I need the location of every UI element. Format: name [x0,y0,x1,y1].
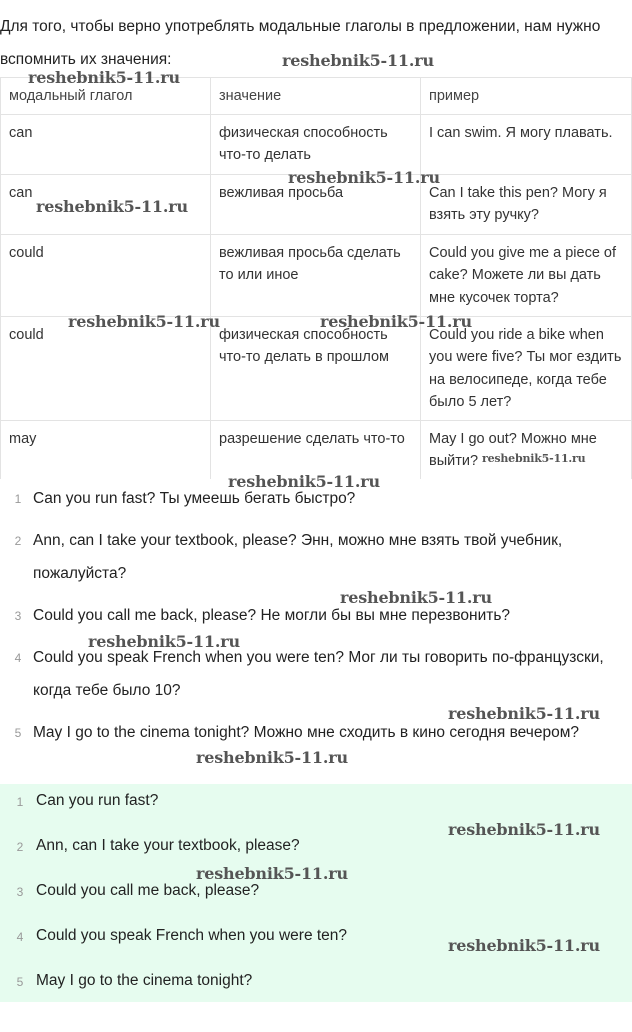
modal-verbs-table [0,77,632,479]
list-item [0,524,632,590]
list-item [0,716,632,758]
watermark: reshebnik5-11.ru [340,588,492,607]
watermark: reshebnik5-11.ru [282,51,434,70]
cell-meaning: вежливая просьба [211,174,421,234]
watermark: reshebnik5-11.ru [482,452,586,465]
item-number: 2 [14,534,22,548]
list-item [0,786,632,831]
cell-verb: can [1,114,211,174]
answers-with-translation [0,482,632,758]
list-item [0,641,632,707]
intro-text: Для того, чтобы верно употреблять модальные глаголы в предложении, нам нужно вспомнить их значения: [0,18,601,68]
cell-meaning: физическая способность что-то делать в прошлом [211,316,421,420]
watermark: reshebnik5-11.ru [288,168,440,187]
watermark: reshebnik5-11.ru [196,748,348,767]
item-text: May I go to the cinema tonight? Можно мне сходить в кино сегодня вечером? [33,724,580,741]
watermark: reshebnik5-11.ru [68,312,220,331]
item-number: 1 [14,492,22,506]
watermark: reshebnik5-11.ru [36,197,188,216]
table-header-row [1,78,632,115]
item-text: May I go to the cinema tonight? [36,972,253,989]
watermark: reshebnik5-11.ru [448,704,600,723]
cell-verb: can [1,174,211,234]
cell-verb: could [1,234,211,316]
table-row [1,174,632,234]
cell-example: Could you ride a bike when you were five? Ты мог ездить на велосипеде, когда тебе было 5 лет? [421,316,632,420]
table-row [1,234,632,316]
table-row [1,420,632,479]
cell-meaning: вежливая просьба сделать то или иное [211,234,421,316]
cell-meaning: разрешение сделать что-то [211,420,421,479]
item-text: Could you call me back, please? [36,882,260,899]
watermark: reshebnik5-11.ru [88,632,240,651]
cell-verb: may [1,420,211,479]
cell-meaning: физическая способность что-то делать [211,114,421,174]
item-text: Can you run fast? Ты умеешь бегать быстро? [33,490,356,507]
header-meaning: значение [211,78,421,115]
item-number: 3 [14,609,22,623]
watermark: reshebnik5-11.ru [228,472,380,491]
item-text: Ann, can I take your textbook, please? Энн, можно мне взять твой учебник, пожалуйста? [33,532,563,582]
item-number: 5 [16,975,24,989]
table-row [1,114,632,174]
item-text: Could you call me back, please? Не могли бы вы мне перезвонить? [33,607,511,624]
list-item [0,831,632,876]
watermark: reshebnik5-11.ru [320,312,472,331]
watermark: reshebnik5-11.ru [448,820,600,839]
list-item [0,876,632,921]
header-example: пример [421,78,632,115]
item-text: Can you run fast? [36,792,159,809]
list-item [0,921,632,966]
item-number: 5 [14,726,22,740]
table-row [1,316,632,420]
item-number: 4 [16,930,24,944]
list-item [0,599,632,641]
list-item [0,482,632,524]
item-number: 2 [16,840,24,854]
item-text: Could you speak French when you were ten? Мог ли ты говорить по-французски, когда тебе было 10? [33,649,604,699]
answers-short [0,786,632,1011]
item-number: 4 [14,651,22,665]
cell-example: I can swim. Я могу плавать. [421,114,632,174]
item-number: 3 [16,885,24,899]
item-number: 1 [16,795,24,809]
cell-example: Can I take this pen? Могу я взять эту ручку? [421,174,632,234]
cell-example: May I go out? Можно мне выйти? [421,420,632,479]
watermark: reshebnik5-11.ru [196,864,348,883]
item-text: Ann, can I take your textbook, please? [36,837,300,854]
cell-verb: could [1,316,211,420]
watermark: reshebnik5-11.ru [448,936,600,955]
list-item [0,966,632,1011]
watermark: reshebnik5-11.ru [28,68,180,87]
header-verb: модальный глагол [1,78,211,115]
cell-example: Could you give me a piece of cake? Можете ли вы дать мне кусочек торта? [421,234,632,316]
item-text: Could you speak French when you were ten? [36,927,348,944]
